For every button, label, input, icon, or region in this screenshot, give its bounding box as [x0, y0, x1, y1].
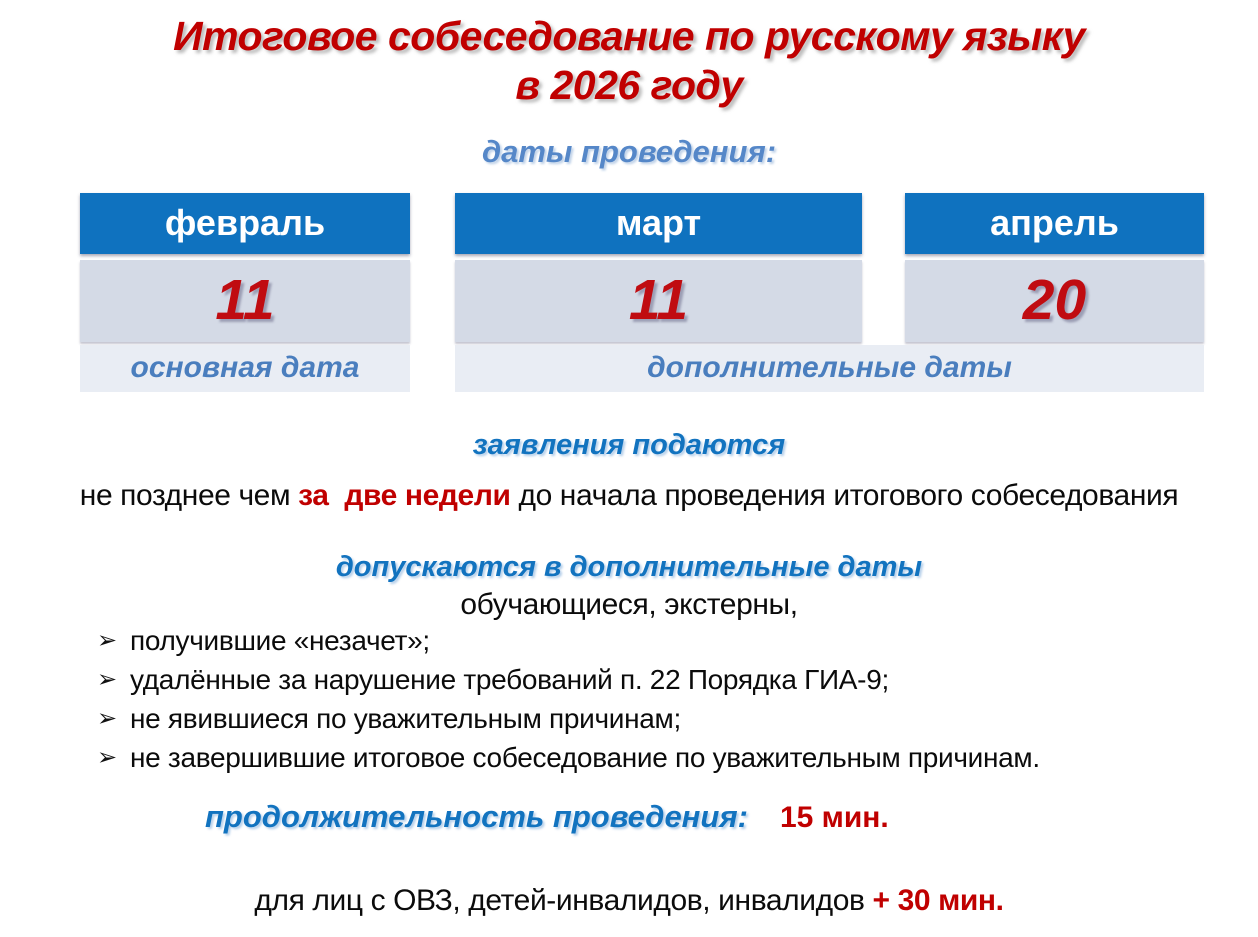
day-february: 11 — [80, 260, 410, 342]
dates-heading: даты проведения: — [481, 134, 777, 169]
applications-text — [0, 479, 1258, 513]
day-march: 11 — [455, 260, 862, 342]
duration-row — [205, 799, 889, 835]
title-line-2: в 2026 году — [515, 62, 743, 108]
month-header-february: февраль — [80, 193, 410, 254]
list-item — [97, 623, 1217, 662]
applications-text-highlight: за две недели — [298, 479, 511, 512]
title-line-1: Итоговое собеседование по русскому языку — [173, 13, 1085, 59]
applications-text-before: не позднее чем — [79, 479, 299, 512]
list-item-text: не явившиеся по уважительным причинам; — [130, 703, 681, 734]
admission-subheading: обучающиеся, экстерны, — [460, 588, 798, 621]
applications-heading: заявления подаются — [472, 429, 786, 461]
arrow-bullet-icon: ➢ — [97, 666, 118, 693]
main-date-label: основная дата — [80, 345, 410, 392]
ovz-text: для лиц с ОВЗ, детей-инвалидов, инвалидов — [254, 884, 873, 917]
applications-text-after: до начала проведения итогового собеседования — [510, 479, 1179, 512]
month-header-march: март — [455, 193, 862, 254]
additional-dates-label: дополнительные даты — [455, 345, 1204, 392]
list-item-text: удалённые за нарушение требований п. 22 Порядка ГИА-9; — [130, 664, 889, 695]
arrow-bullet-icon: ➢ — [97, 744, 118, 771]
admission-heading: допускаются в дополнительные даты — [335, 551, 923, 583]
duration-heading: продолжительность проведения: — [205, 799, 748, 834]
ovz-line — [0, 884, 1258, 918]
slide-title — [0, 12, 1258, 110]
list-item — [97, 740, 1217, 779]
calendar — [0, 193, 1258, 393]
admission-list — [97, 623, 1217, 779]
list-item-text: не завершившие итоговое собеседование по уважительным причинам. — [130, 742, 1040, 773]
list-item — [97, 662, 1217, 701]
arrow-bullet-icon: ➢ — [97, 627, 118, 654]
ovz-value: + 30 мин. — [872, 884, 1004, 917]
list-item — [97, 701, 1217, 740]
month-header-april: апрель — [905, 193, 1204, 254]
day-april: 20 — [905, 260, 1204, 342]
list-item-text: получившие «незачет»; — [130, 625, 430, 656]
arrow-bullet-icon: ➢ — [97, 705, 118, 732]
duration-value: 15 мин. — [779, 801, 889, 834]
